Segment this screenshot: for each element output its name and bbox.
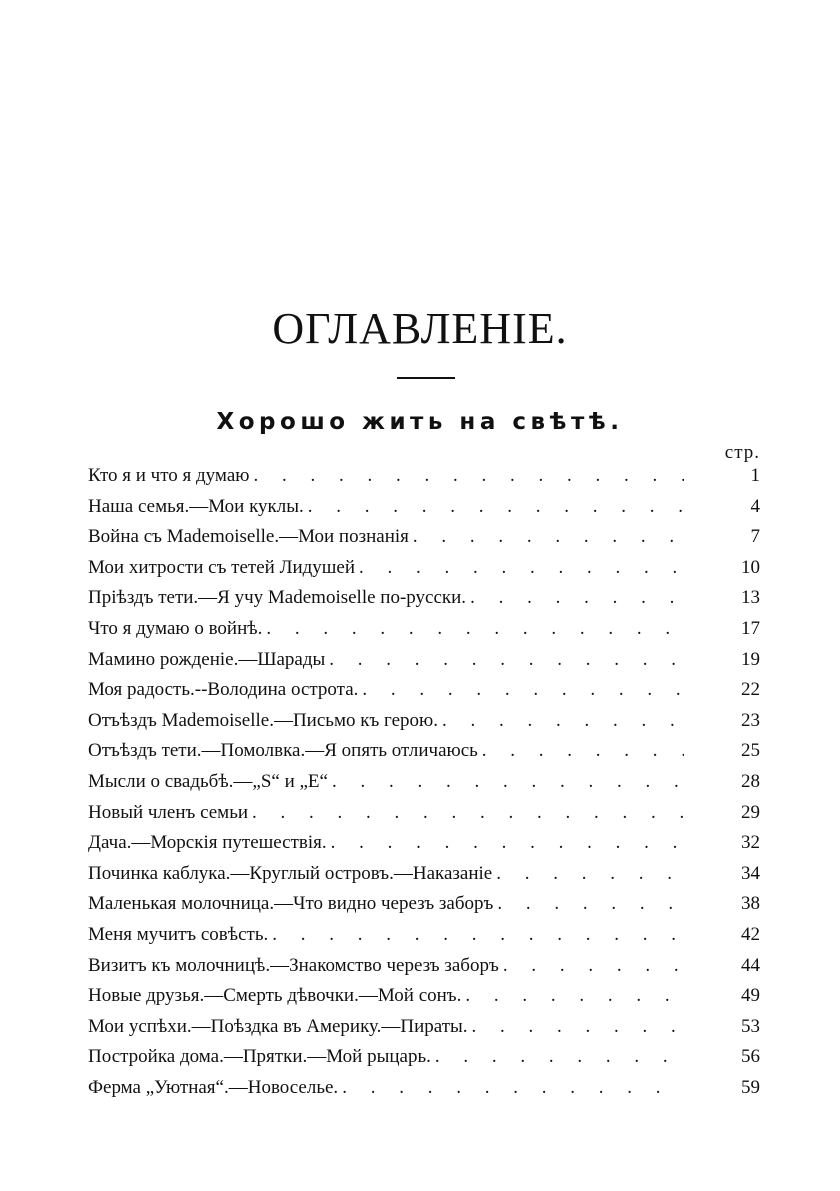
dot-leader — [272, 924, 684, 946]
toc-entry-title: Мои хитрости съ тетей Лидушей — [88, 556, 356, 578]
toc-entry-title: Кто я и что я думаю — [88, 465, 250, 486]
toc-entry-page: 7 — [750, 526, 760, 548]
toc-entry — [88, 526, 760, 557]
toc-entry-title: Дача.—Морскія путешествія. — [88, 832, 327, 854]
dot-leader — [496, 863, 684, 885]
toc-entry-title: Отъѣздъ Mademoiselle.—Письмо къ герою. — [88, 709, 438, 731]
toc-entry — [88, 1016, 760, 1047]
toc-entry-page: 56 — [741, 1046, 760, 1068]
toc-entry-title: Ферма „Уютная“.—Новоселье. — [88, 1076, 339, 1098]
dot-leader — [465, 985, 684, 1007]
toc-entry — [88, 955, 760, 986]
toc-entry — [88, 863, 760, 894]
toc-entry-title: Наша семья.—Мои куклы. — [88, 495, 304, 517]
toc-entry-title: Мои успѣхи.—Поѣздка въ Америку.—Пираты. — [88, 1015, 468, 1037]
toc-entry-title: Визитъ къ молочницѣ.—Знакомство черезъ заборъ — [88, 954, 499, 976]
page-column-label: стр. — [724, 442, 760, 463]
dot-leader — [362, 679, 684, 701]
toc-entry-title: Починка каблука.—Круглый островъ.—Наказаніе — [88, 862, 493, 884]
dot-leader — [470, 587, 684, 609]
toc-entry-title: Постройка дома.—Прятки.—Мой рыцарь. — [88, 1046, 431, 1068]
dot-leader — [342, 1077, 684, 1099]
toc-entry-page: 28 — [741, 770, 760, 792]
dot-leader — [266, 618, 684, 640]
toc-entry-title: Маленькая молочница.—Что видно черезъ заборъ — [88, 893, 494, 915]
toc-entry-page: 44 — [741, 954, 760, 976]
toc-entry-title: Отъѣздъ тети.—Помолвка.—Я опять отличаюсь — [88, 740, 478, 762]
toc-entry-title: Что я думаю о войнѣ. — [88, 617, 263, 639]
dot-leader — [253, 465, 684, 487]
toc-entry-page: 17 — [741, 617, 760, 639]
toc-entry — [88, 649, 760, 680]
toc-entry — [88, 1046, 760, 1077]
toc-entry — [88, 618, 760, 649]
toc-entry — [88, 832, 760, 863]
toc-entry-title: Мамино рожденіе.—Шарады — [88, 648, 326, 670]
toc-entry — [88, 1077, 760, 1108]
toc-entry — [88, 893, 760, 924]
toc-entry-page: 38 — [741, 893, 760, 915]
toc-entry — [88, 802, 760, 833]
toc-entry-page: 59 — [741, 1076, 760, 1098]
toc-entry — [88, 924, 760, 955]
dot-leader — [413, 526, 684, 548]
toc-entry-page: 4 — [750, 495, 760, 517]
dot-leader — [497, 893, 684, 915]
toc-entry — [88, 557, 760, 588]
toc-entry-page: 1 — [750, 465, 760, 486]
toc-entry-title: Моя радость.--Володина острота. — [88, 679, 359, 701]
table-of-contents — [88, 465, 760, 1107]
dot-leader — [442, 710, 684, 732]
dot-leader — [503, 955, 684, 977]
toc-entry — [88, 740, 760, 771]
toc-entry-title: Новые друзья.—Смерть дѣвочки.—Мой сонъ. — [88, 985, 462, 1007]
dot-leader — [332, 771, 684, 793]
toc-entry-title: Пріѣздъ тети.—Я учу Mademoiselle по-русски. — [88, 587, 467, 609]
toc-entry-page: 29 — [741, 801, 760, 823]
toc-entry — [88, 679, 760, 710]
toc-entry-page: 10 — [741, 556, 760, 578]
dot-leader — [252, 802, 684, 824]
toc-entry-page: 19 — [741, 648, 760, 670]
dot-leader — [329, 649, 684, 671]
toc-entry-page: 34 — [741, 862, 760, 884]
dot-leader — [482, 740, 684, 762]
toc-entry — [88, 710, 760, 741]
toc-entry-page: 32 — [741, 832, 760, 854]
toc-entry — [88, 771, 760, 802]
toc-entry-page: 42 — [741, 923, 760, 945]
toc-entry-page: 53 — [741, 1015, 760, 1037]
toc-entry — [88, 465, 760, 496]
dot-leader — [435, 1046, 684, 1068]
toc-entry — [88, 587, 760, 618]
toc-entry — [88, 496, 760, 527]
toc-entry-title: Война съ Mademoiselle.—Мои познанія — [88, 526, 409, 548]
dot-leader — [472, 1016, 684, 1038]
dot-leader — [359, 557, 684, 579]
dot-leader — [331, 832, 684, 854]
toc-entry-page: 23 — [741, 709, 760, 731]
toc-entry — [88, 985, 760, 1016]
toc-entry-page: 22 — [741, 679, 760, 701]
toc-entry-title: Новый членъ семьи — [88, 801, 249, 823]
toc-entry-title: Мысли о свадьбѣ.—„S“ и „E“ — [88, 770, 328, 792]
page-title: ОГЛАВЛЕНІЕ. — [272, 304, 568, 353]
toc-entry-page: 25 — [741, 740, 760, 762]
toc-entry-page: 49 — [741, 985, 760, 1007]
title-rule — [397, 377, 455, 379]
toc-entry-page: 13 — [741, 587, 760, 609]
dot-leader — [308, 496, 684, 518]
section-title: Хорошо жить на свѣтѣ. — [216, 409, 624, 435]
toc-entry-title: Меня мучитъ совѣсть. — [88, 923, 269, 945]
